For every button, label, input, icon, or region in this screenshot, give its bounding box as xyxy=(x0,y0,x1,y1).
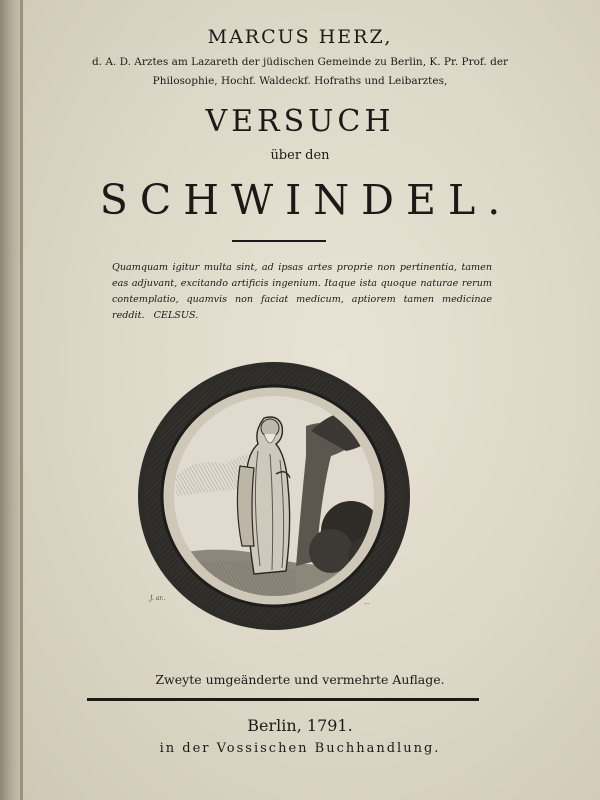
author-name: MARCUS HERZ, xyxy=(207,26,393,48)
place-and-year: Berlin, 1791. xyxy=(247,716,353,735)
author-affiliation-line2: Philosophie, Hochf. Waldeckf. Hofraths und Leibarztes, xyxy=(152,75,448,87)
engraved-medallion-vignette xyxy=(136,356,416,632)
title-connector: über den xyxy=(270,148,330,163)
epigraph-text: Quamquam igitur multa sint, ad ipsas artes proprie non pertinentia, tamen eas adjuvant, excitando artificis ingenium. Itaque ista quoque naturae rerum contemplatio, quamvis non faciat medicum, aptiorem tamen medicinae reddit. xyxy=(112,262,492,321)
engraver-signature-right: ... xyxy=(364,599,370,606)
title-word-versuch: VERSUCH xyxy=(205,104,395,139)
edition-statement: Zweyte umgeänderte und vermehrte Auflage. xyxy=(155,672,445,687)
title-divider-rule xyxy=(232,240,326,242)
latin-epigraph xyxy=(112,260,492,324)
draped-cloth xyxy=(237,466,254,546)
publisher: in der Vossischen Buchhandlung. xyxy=(159,741,441,756)
author-affiliation-line1: d. A. D. Arztes am Lazareth der jüdischen Gemeinde zu Berlin, K. Pr. Prof. der xyxy=(91,56,509,68)
epigraph-source: CELSUS. xyxy=(153,310,199,321)
book-title: SCHWINDEL. xyxy=(99,176,513,224)
engraver-signature-left: J. ar.. xyxy=(150,595,166,602)
imprint-rule xyxy=(87,698,479,701)
